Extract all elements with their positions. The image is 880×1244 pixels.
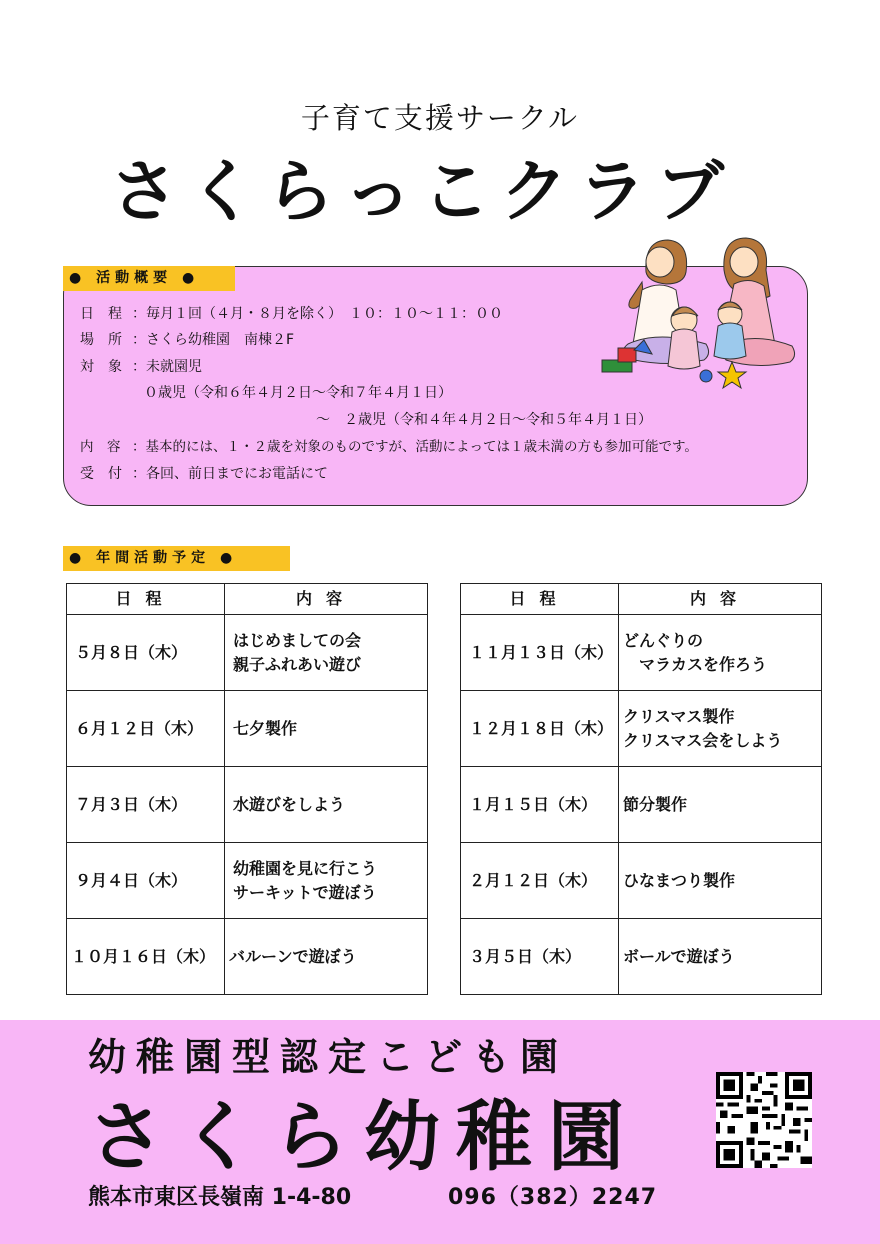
- schedule-date: １２月１８日（木）: [461, 691, 619, 767]
- schedule-content: [225, 919, 428, 995]
- school-address: 熊本市東区長嶺南 1-4-80: [88, 1185, 352, 1210]
- overview-value: ：毎月１回（４月・８月を除く） １０：１０～１１：００: [132, 306, 503, 322]
- table-row: [461, 615, 822, 691]
- schedule-content-text: クリスマス製作 クリスマス会をしよう: [623, 706, 783, 750]
- table-row: [67, 767, 428, 843]
- header-date: 日程: [67, 584, 225, 615]
- schedule-date: ６月１２日（木）: [67, 691, 225, 767]
- overview-line-content: [80, 438, 698, 456]
- overview-key: 受 付: [80, 466, 122, 482]
- schedule-table-left: [66, 583, 428, 995]
- circle-subtitle: 子育て支援サークル: [300, 101, 580, 135]
- schedule-content: [619, 919, 822, 995]
- schedule-content: [225, 691, 428, 767]
- schedule-content-text: ボールで遊ぼう: [623, 946, 735, 966]
- schedule-date: １１月１３日（木）: [461, 615, 619, 691]
- table-row: [67, 843, 428, 919]
- schedule-date: １月１５日（木）: [461, 767, 619, 843]
- schedule-table-right: [460, 583, 822, 995]
- overview-tag: ● 活動概要 ●: [63, 266, 235, 291]
- table-row: [67, 615, 428, 691]
- school-name: さくら幼稚園: [88, 1092, 640, 1181]
- schedule-content-text: はじめましての会 親子ふれあい遊び: [233, 630, 362, 674]
- schedule-date: ９月４日（木）: [67, 843, 225, 919]
- table-row: [461, 691, 822, 767]
- schedule-content: [619, 615, 822, 691]
- schedule-content-text: ひなまつり製作: [623, 870, 736, 890]
- header-content: 内容: [619, 584, 822, 615]
- header-content: 内容: [225, 584, 428, 615]
- table-row: [461, 843, 822, 919]
- schedule-content-text: バルーンで遊ぼう: [229, 946, 357, 966]
- schedule-date: ３月５日（木）: [461, 919, 619, 995]
- schedule-date: １０月１６日（木）: [67, 919, 225, 995]
- overview-key: 場 所: [80, 332, 122, 348]
- table-row: [67, 691, 428, 767]
- overview-line-schedule: [80, 305, 503, 323]
- overview-value: ：各回、前日までにお電話にて: [132, 466, 328, 482]
- mothers-and-babies-illustration: [598, 232, 798, 392]
- overview-key: 対 象: [80, 359, 122, 375]
- overview-line-reception: [80, 465, 328, 483]
- table-row: [67, 919, 428, 995]
- circle-title: さくらっこクラブ: [110, 153, 735, 232]
- overview-key: 内 容: [80, 439, 121, 455]
- schedule-content-text: 水遊びをしよう: [233, 794, 346, 814]
- school-type: 幼稚園型認定こども園: [88, 1035, 569, 1079]
- schedule-date: ７月３日（木）: [67, 767, 225, 843]
- schedule-content: [619, 767, 822, 843]
- schedule-date: ２月１２日（木）: [461, 843, 619, 919]
- overview-key: 日 程: [80, 306, 122, 322]
- schedule-content-text: 節分製作: [623, 794, 688, 814]
- table-header-row: [461, 584, 822, 615]
- schedule-content-text: 七夕製作: [233, 718, 298, 738]
- schedule-tag: ● 年間活動予定 ●: [63, 546, 290, 571]
- schedule-content: [225, 767, 428, 843]
- table-row: [461, 919, 822, 995]
- schedule-content: [619, 691, 822, 767]
- schedule-content-text: 幼稚園を見に行こう サーキットで遊ぼう: [233, 858, 378, 902]
- overview-value: ：さくら幼稚園 南棟２F: [132, 332, 295, 348]
- overview-line-place: [80, 331, 294, 349]
- schedule-content-text: どんぐりの マラカスを作ろう: [623, 630, 768, 674]
- schedule-content: [225, 843, 428, 919]
- table-header-row: [67, 584, 428, 615]
- schedule-content: [619, 843, 822, 919]
- schedule-date: ５月８日（木）: [67, 615, 225, 691]
- overview-value: ：基本的には、１・２歳を対象のものですが、活動によっては１歳未満の方も参加可能です。: [132, 439, 698, 455]
- overview-age-line-2: ～ ２歳児（令和４年４月２日～令和５年４月１日）: [316, 412, 652, 428]
- overview-age-line-1: ０歳児（令和６年４月２日～令和７年４月１日）: [144, 385, 452, 401]
- qr-code-icon[interactable]: [716, 1072, 812, 1168]
- overview-value: ：未就園児: [132, 359, 202, 375]
- school-phone[interactable]: 096（382）2247: [448, 1185, 658, 1210]
- table-row: [461, 767, 822, 843]
- header-date: 日程: [461, 584, 619, 615]
- overview-line-target: [80, 358, 202, 376]
- schedule-content: [225, 615, 428, 691]
